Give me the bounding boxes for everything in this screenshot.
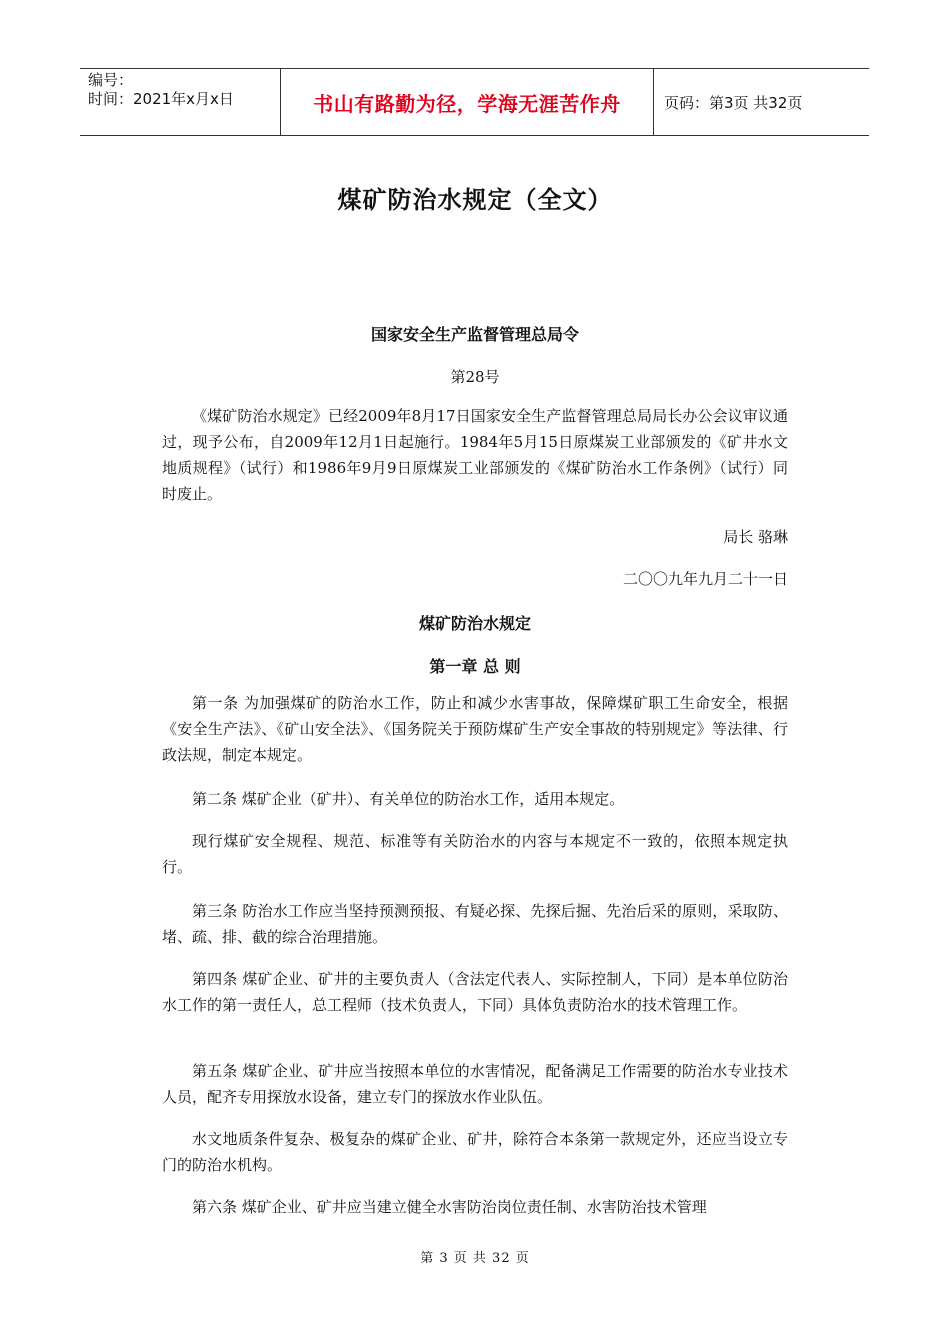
article-paragraph: 第六条 煤矿企业、矿井应当建立健全水害防治岗位责任制、水害防治技术管理 bbox=[192, 1198, 707, 1216]
signatory: 局长 骆琳 bbox=[723, 528, 788, 546]
header-meta bbox=[80, 69, 280, 135]
regulation-subtitle: 煤矿防治水规定 bbox=[418, 614, 531, 633]
article-paragraph: 第五条 煤矿企业、矿井应当按照本单位的水害情况，配备满足工作需要的防治水专业技术人员，配齐专用探放水设备，建立专门的探放水作业队伍。 bbox=[162, 1062, 788, 1106]
page-footer: 第 3 页 共 32 页 bbox=[420, 1251, 530, 1266]
header-motto: 书山有路勤为径，学海无涯苦作舟 bbox=[280, 69, 654, 135]
article-paragraph: 现行煤矿安全规程、规范、标准等有关防治水的内容与本规定不一致的，依照本规定执行。 bbox=[162, 832, 788, 876]
issuer-heading: 国家安全生产监督管理总局令 bbox=[370, 325, 579, 344]
article-paragraph: 第四条 煤矿企业、矿井的主要负责人（含法定代表人、实际控制人，下同）是本单位防治水工作的第一责任人，总工程师（技术负责人，下同）具体负责防治水的技术管理工作。 bbox=[162, 970, 788, 1014]
article-paragraph: 第二条 煤矿企业（矿井）、有关单位的防治水工作，适用本规定。 bbox=[192, 790, 625, 808]
article-paragraph: 水文地质条件复杂、极复杂的煤矿企业、矿井，除符合本条第一款规定外，还应当设立专门的防治水机构。 bbox=[162, 1130, 788, 1174]
chapter-heading: 第一章 总 则 bbox=[429, 657, 521, 676]
document-title: 煤矿防治水规定（全文） bbox=[337, 186, 613, 214]
signing-date: 二〇〇九年九月二十一日 bbox=[622, 570, 788, 588]
serial-label: 编号： bbox=[88, 71, 134, 89]
order-number: 第28号 bbox=[450, 368, 500, 386]
article-paragraph: 第一条 为加强煤矿的防治水工作，防止和减少水害事故，保障煤矿职工生命安全，根据《安全生产法》、《矿山安全法》、《国务院关于预防煤矿生产安全事故的特别规定》等法律、行政法规，制定本规定。 bbox=[162, 694, 788, 764]
time-label: 时间：2021年x月x日 bbox=[88, 90, 234, 108]
header-page-label: 页码：第3页 共32页 bbox=[664, 93, 803, 112]
intro-paragraph: 《煤矿防治水规定》已经2009年8月17日国家安全生产监督管理总局局长办公会议审议通过，现予公布，自2009年12月1日起施行。1984年5月15日原煤炭工业部颁发的《矿井水文地质规程》（试行）和1986年9月9日原煤炭工业部颁发的《煤矿防治水工作条例》（试行）同时废止。 bbox=[162, 407, 788, 503]
page-header bbox=[80, 68, 869, 136]
article-paragraph: 第三条 防治水工作应当坚持预测预报、有疑必探、先探后掘、先治后采的原则，采取防、堵、疏、排、截的综合治理措施。 bbox=[162, 902, 788, 946]
